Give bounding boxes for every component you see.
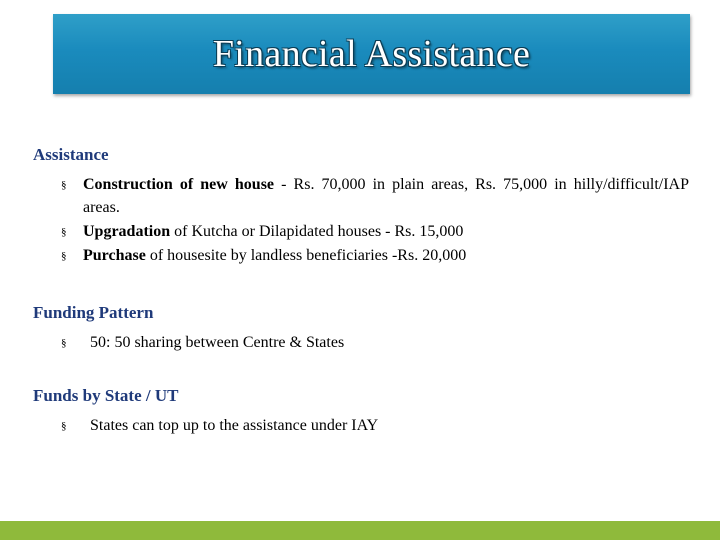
bullet-icon: § [61, 226, 67, 238]
list-item-bold: Purchase [83, 247, 146, 264]
list-item-bold: Construction of new house [83, 176, 275, 193]
list-item: States can top up to the assistance under IAY [90, 417, 379, 434]
list-item: 50: 50 sharing between Centre & States [90, 334, 345, 351]
title-banner [53, 14, 690, 94]
bullet-icon: § [61, 179, 67, 191]
slide-title: Financial Assistance [212, 33, 531, 75]
list-item-text: of housesite by landless beneficiaries -Rs. 20,000 [145, 247, 467, 264]
bullet-icon: § [61, 250, 67, 262]
bottom-accent-bar [0, 521, 720, 540]
list-item-text: - Rs. 70,000 in plain areas, Rs. 75,000 in hilly/difficult/IAP areas. [83, 176, 690, 216]
list-item [83, 244, 689, 267]
list-item [83, 220, 689, 243]
list-item [83, 173, 689, 219]
bullet-icon: § [61, 420, 67, 432]
section-heading-assistance: Assistance [33, 145, 109, 164]
section-heading-funding-pattern: Funding Pattern [33, 303, 154, 322]
bullet-icon: § [61, 337, 67, 349]
list-item-bold: Upgradation [83, 223, 171, 240]
list-item-text: of Kutcha or Dilapidated houses - Rs. 15,000 [170, 223, 464, 240]
section-heading-funds-by-state: Funds by State / UT [33, 386, 179, 405]
